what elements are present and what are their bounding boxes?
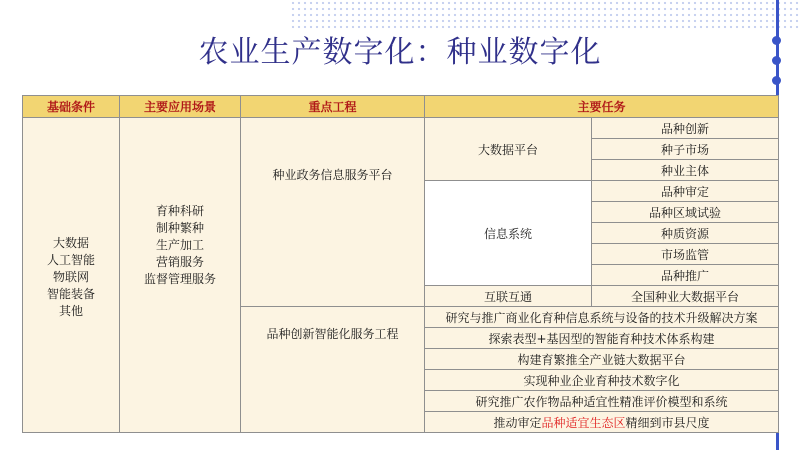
task-cell: 品种推广 — [592, 265, 779, 286]
task-cell: 种质资源 — [592, 223, 779, 244]
condition-item: 物联网 — [52, 269, 89, 284]
scenario-item: 育种科研 — [155, 203, 204, 218]
header-conditions: 基础条件 — [23, 96, 120, 118]
condition-item: 大数据 — [52, 235, 89, 250]
conditions-cell — [23, 118, 120, 433]
scenario-item: 制种繁种 — [155, 220, 204, 235]
header-scenarios: 主要应用场景 — [120, 96, 241, 118]
task-cell: 种子市场 — [592, 139, 779, 160]
scenario-item: 营销服务 — [155, 254, 204, 269]
task-cell: 研究推广农作物品种适宜性精准评价模型和系统 — [425, 391, 779, 412]
project-innovation: 品种创新智能化服务工程 — [241, 307, 425, 433]
condition-item: 智能装备 — [46, 286, 95, 301]
platform-info-system: 信息系统 — [425, 181, 592, 286]
seed-industry-table — [22, 95, 779, 433]
task-cell: 品种区域试验 — [592, 202, 779, 223]
project-gov-platform: 种业政务信息服务平台 — [241, 118, 425, 307]
header-projects: 重点工程 — [241, 96, 425, 118]
conditions-list — [23, 226, 119, 325]
table-header-row — [23, 96, 779, 118]
task-cell: 品种审定 — [592, 181, 779, 202]
task-cell: 探索表型+基因型的智能育种技术体系构建 — [425, 328, 779, 349]
scenarios-list — [120, 194, 240, 357]
scenario-item: 监督管理服务 — [143, 271, 216, 286]
task-cell: 全国种业大数据平台 — [592, 286, 779, 307]
highlighted-text: 品种适宜生态区 — [541, 415, 626, 430]
task-cell: 研究与推广商业化育种信息系统与设备的技术升级解决方案 — [425, 307, 779, 328]
task-cell: 实现种业企业育种技术数字化 — [425, 370, 779, 391]
dotted-decoration — [290, 0, 800, 30]
task-cell: 构建育繁推全产业链大数据平台 — [425, 349, 779, 370]
table-row — [23, 118, 779, 139]
task-cell: 品种创新 — [592, 118, 779, 139]
slide-title: 农业生产数字化：种业数字化 — [198, 35, 602, 70]
task-cell-highlighted — [425, 412, 779, 433]
platform-interconnect: 互联互通 — [425, 286, 592, 307]
scenario-item: 生产加工 — [155, 237, 204, 252]
task-suffix: 精细到市县尺度 — [625, 415, 710, 430]
header-tasks: 主要任务 — [425, 96, 779, 118]
decoration-dot — [772, 76, 781, 85]
task-prefix: 推动审定 — [493, 415, 542, 430]
condition-item: 人工智能 — [46, 252, 95, 267]
scenarios-cell — [120, 118, 241, 433]
task-cell: 市场监管 — [592, 244, 779, 265]
condition-item: 其他 — [58, 303, 83, 318]
platform-bigdata: 大数据平台 — [425, 118, 592, 181]
task-cell: 种业主体 — [592, 160, 779, 181]
